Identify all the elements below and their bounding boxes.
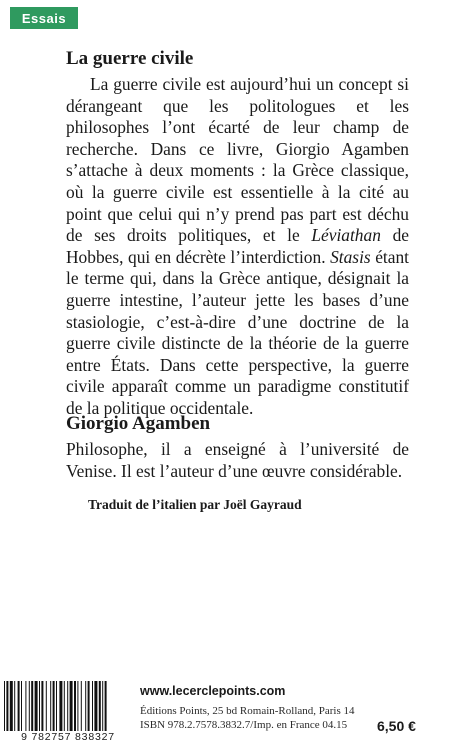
publisher-info xyxy=(140,704,355,732)
barcode-bar xyxy=(41,681,43,737)
barcode-digits: 9 782757 838327 xyxy=(2,731,134,743)
publisher-address: Éditions Points, 25 bd Romain-Rolland, Paris 14 xyxy=(140,705,355,717)
summary-part-3: étant le terme qui, dans la Grèce antique, désignait la guerre intestine, l’auteur jette les bases d’une stasiologie, c’est-à-dire d’une doctrine de la guerre civile distincte de la théorie de la guerre entre États. Dans cette perspective, la guerre civile apparaît comme un paradigme constitutif de la politique occidentale. xyxy=(66,246,409,418)
barcode-bar xyxy=(25,681,26,737)
price: 6,50 € xyxy=(377,718,416,734)
summary-part-1: La guerre civile est aujourd’hui un concept si dérangeant que les politologues et les philosophes l’ont écarté de leur champ de recherche. Dans ce livre, Giorgio Agamben s’attache à deux moments : la Grèce classique, où la guerre civile est essentielle à la cité au point que celui qui n’y prend pas part est déchu de ses droits politiques, et le xyxy=(66,74,409,246)
barcode-bar xyxy=(35,681,38,737)
barcode-bar xyxy=(10,681,13,737)
barcode-bar xyxy=(70,681,73,737)
book-summary xyxy=(66,74,409,420)
summary-part-2: de Hobbes, qui en décrète l’interdiction. xyxy=(66,225,409,267)
barcode-bar xyxy=(77,681,78,737)
barcode-bar xyxy=(39,681,40,737)
barcode-bar xyxy=(56,681,57,737)
barcode-bar xyxy=(21,681,22,737)
barcode-bar xyxy=(29,681,30,737)
barcode-bar xyxy=(50,681,51,737)
barcode-bar xyxy=(99,681,101,737)
isbn-line: ISBN 978.2.7578.3832.7/Imp. en France 04.15 xyxy=(140,719,348,731)
barcode-bar xyxy=(88,681,90,737)
translator-credit: Traduit de l’italien par Joël Gayraud xyxy=(88,497,302,512)
barcode-bar xyxy=(92,681,93,737)
summary-stasis: Stasis xyxy=(330,246,371,267)
summary-leviathan: Léviathan xyxy=(311,225,381,246)
author-bio-text: Philosophe, il a enseigné à l’université de Venise. Il est l’auteur d’une œuvre considérable. xyxy=(66,439,409,481)
collection-badge: Essais xyxy=(10,7,78,29)
author-bio xyxy=(66,439,409,482)
book-title: La guerre civile xyxy=(66,48,194,69)
barcode-bar xyxy=(18,681,20,737)
barcode-bar xyxy=(74,681,76,737)
barcode-bar xyxy=(67,681,68,737)
barcode-bar xyxy=(64,681,65,737)
barcode-bar xyxy=(94,681,97,737)
author-name: Giorgio Agamben xyxy=(66,413,211,434)
barcode-bar xyxy=(46,681,47,737)
barcode-bar xyxy=(14,681,15,737)
barcode-bar xyxy=(85,681,86,737)
barcode-bar xyxy=(105,681,107,737)
publisher-website-link[interactable]: www.lecerclepoints.com xyxy=(140,684,286,698)
barcode-bar xyxy=(59,681,62,737)
barcode-bar xyxy=(31,681,33,737)
barcode-bar xyxy=(53,681,55,737)
barcode-bar xyxy=(81,681,82,737)
barcode-bar xyxy=(6,681,8,737)
barcode-bar xyxy=(102,681,103,737)
barcode-bar xyxy=(4,681,5,737)
